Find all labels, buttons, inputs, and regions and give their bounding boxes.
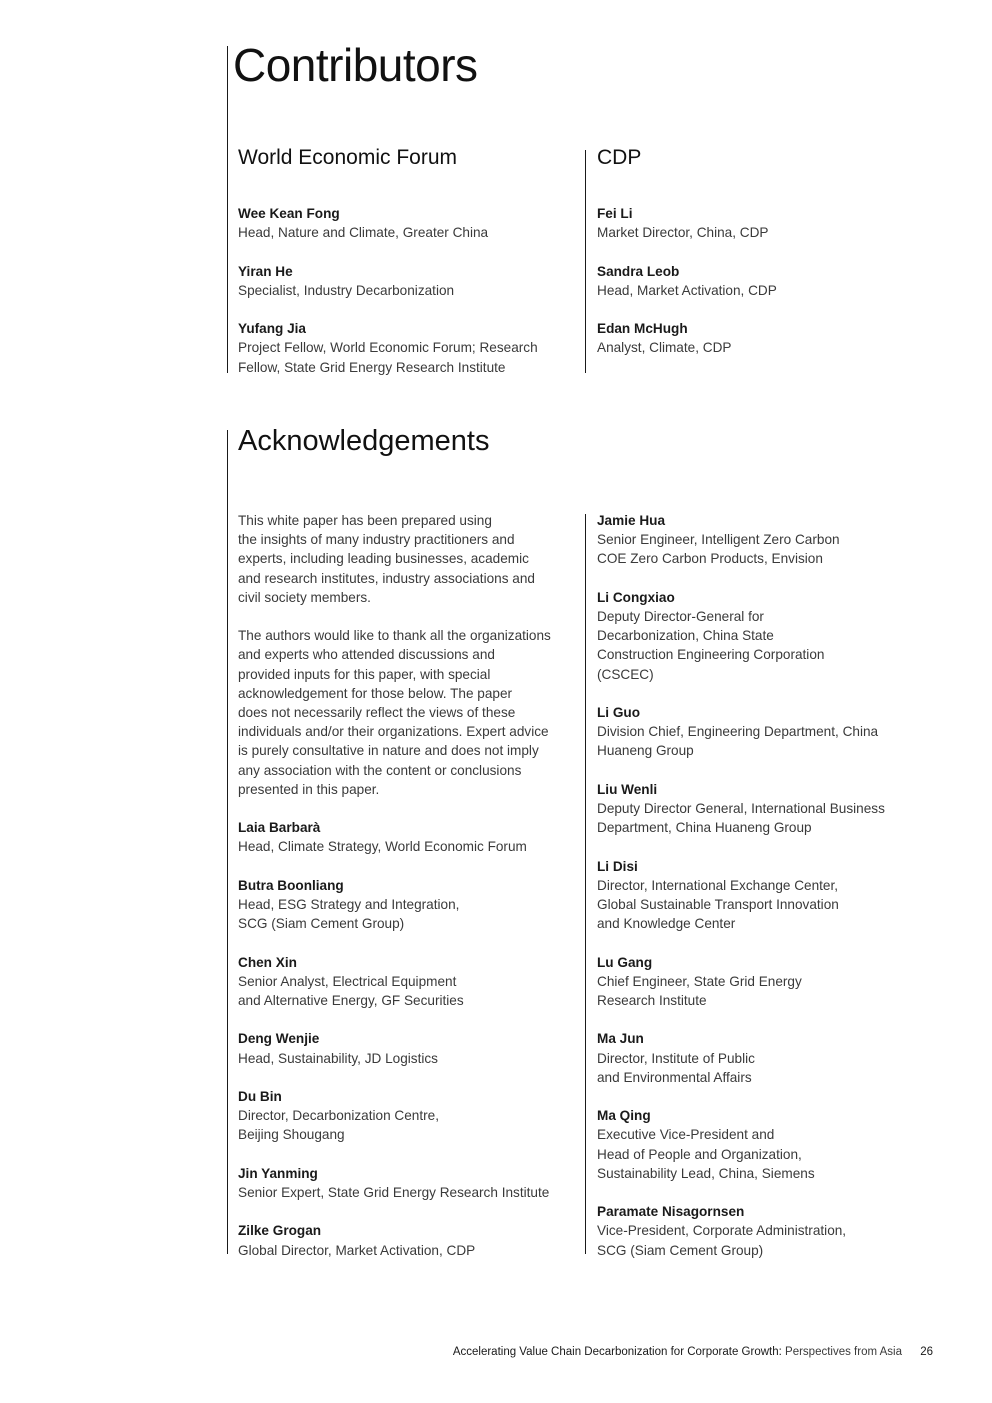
contributors-column-divider xyxy=(585,150,586,373)
person-entry xyxy=(238,262,578,300)
person-name: Paramate Nisagornsen xyxy=(597,1204,745,1220)
person-entry xyxy=(238,1221,583,1259)
person-role-line: COE Zero Carbon Products, Envision xyxy=(597,551,823,567)
person-role-line: Analyst, Climate, CDP xyxy=(597,340,732,356)
person-name: Lu Gang xyxy=(597,954,653,970)
person-role-line: and Knowledge Center xyxy=(597,916,736,932)
person-role-line: Department, China Huaneng Group xyxy=(597,820,812,836)
person-entry xyxy=(238,319,578,377)
acknowledgements-left-column xyxy=(238,511,583,1260)
person-name: Deng Wenjie xyxy=(238,1031,320,1047)
person-name: Fei Li xyxy=(597,206,633,221)
page-footer xyxy=(0,1346,933,1358)
page-number: 26 xyxy=(920,1346,933,1358)
person-role-line: Director, Decarbonization Centre, xyxy=(238,1108,439,1124)
person-entry xyxy=(597,319,937,357)
person-entry xyxy=(238,818,583,856)
person-role-line: Director, International Exchange Center, xyxy=(597,877,839,893)
paragraph-line: experts, including leading businesses, academic xyxy=(238,551,529,567)
acknowledgements-rule xyxy=(227,430,228,1254)
person-name: Li Congxiao xyxy=(597,589,675,605)
person-name: Li Disi xyxy=(597,858,638,874)
person-role-line: Project Fellow, World Economic Forum; Research xyxy=(238,340,538,356)
person-name: Ma Qing xyxy=(597,1108,651,1124)
cdp-heading: CDP xyxy=(597,146,642,169)
person-role-line: Head, Sustainability, JD Logistics xyxy=(238,1050,438,1066)
acknowledgements-intro xyxy=(238,511,583,799)
person-entry xyxy=(597,857,942,934)
person-role-line: Sustainability Lead, China, Siemens xyxy=(597,1165,815,1181)
acknowledgements-column-divider xyxy=(585,514,586,1254)
person-role-line: Vice-President, Corporate Administration, xyxy=(597,1223,847,1239)
paragraph-line: civil society members. xyxy=(238,589,371,605)
person-name: Ma Jun xyxy=(597,1031,644,1047)
person-role-line: Construction Engineering Corporation xyxy=(597,647,825,663)
person-name: Laia Barbarà xyxy=(238,820,321,836)
paragraph-line: does not necessarily reflect the views of these xyxy=(238,705,516,721)
wef-heading: World Economic Forum xyxy=(238,146,458,169)
footer-report-subtitle: Perspectives from Asia xyxy=(785,1346,902,1358)
person-role-line: Specialist, Industry Decarbonization xyxy=(238,282,455,298)
person-role-line: Senior Expert, State Grid Energy Research Institute xyxy=(238,1185,550,1200)
contributors-rule xyxy=(227,46,228,373)
person-role-line: SCG (Siam Cement Group) xyxy=(238,916,405,932)
person-role-line: Global Director, Market Activation, CDP xyxy=(238,1242,476,1258)
person-role-line: Head, ESG Strategy and Integration, xyxy=(238,897,460,913)
contributors-title: Contributors xyxy=(233,39,478,91)
person-role-line: Director, Institute of Public xyxy=(597,1050,755,1066)
paragraph-line: any association with the content or conclusions xyxy=(238,762,522,778)
acknowledgements-title: Acknowledgements xyxy=(238,425,490,457)
person-entry xyxy=(597,953,942,1011)
person-role-line: Research Institute xyxy=(597,993,707,1008)
person-entry xyxy=(597,511,942,569)
person-role-line: and Alternative Energy, GF Securities xyxy=(238,993,464,1009)
person-role-line: Division Chief, Engineering Department, China xyxy=(597,724,879,740)
person-role-line: SCG (Siam Cement Group) xyxy=(597,1242,764,1258)
person-name: Yiran He xyxy=(238,263,293,279)
person-role-line: Head of People and Organization, xyxy=(597,1146,802,1162)
intro-paragraph xyxy=(238,511,583,607)
person-name: Du Bin xyxy=(238,1089,282,1104)
person-role-line: Senior Analyst, Electrical Equipment xyxy=(238,973,457,989)
person-name: Jamie Hua xyxy=(597,513,666,528)
paragraph-line: This white paper has been prepared using xyxy=(238,513,492,528)
person-role-line: Executive Vice-President and xyxy=(597,1127,775,1143)
cdp-contributor-list xyxy=(597,204,937,358)
acknowledgements-right-list xyxy=(597,511,942,1260)
person-entry xyxy=(597,204,937,242)
paragraph-line: is purely consultative in nature and does not imply xyxy=(238,743,539,759)
paragraph-line: and experts who attended discussions and xyxy=(238,647,495,663)
person-entry xyxy=(597,1106,942,1183)
person-entry xyxy=(238,1029,583,1067)
paragraph-line: The authors would like to thank all the organizations xyxy=(238,628,551,644)
person-name: Sandra Leob xyxy=(597,263,680,279)
person-entry xyxy=(597,703,942,761)
person-entry xyxy=(597,588,942,684)
person-entry xyxy=(238,953,583,1011)
person-name: Jin Yanming xyxy=(238,1165,318,1181)
person-role-line: Huaneng Group xyxy=(597,743,694,759)
acknowledgements-left-list xyxy=(238,818,583,1260)
person-role-line: Deputy Director General, International Business xyxy=(597,801,885,816)
person-entry xyxy=(597,780,942,838)
person-entry xyxy=(597,1202,942,1260)
person-name: Li Guo xyxy=(597,705,641,720)
person-entry xyxy=(238,876,583,934)
person-entry xyxy=(238,1164,583,1202)
person-role-line: Beijing Shougang xyxy=(238,1127,345,1143)
paragraph-line: the insights of many industry practitioners and xyxy=(238,532,515,548)
footer-report-title: Accelerating Value Chain Decarbonization for Corporate Growth: xyxy=(452,1346,782,1358)
person-role-line: and Environmental Affairs xyxy=(597,1069,752,1085)
intro-paragraph xyxy=(238,626,583,799)
person-role-line: Chief Engineer, State Grid Energy xyxy=(597,973,802,989)
wef-contributor-list xyxy=(238,204,578,377)
person-role-line: Head, Climate Strategy, World Economic Forum xyxy=(238,839,527,855)
paragraph-line: acknowledgement for those below. The paper xyxy=(238,685,513,701)
person-entry xyxy=(597,1029,942,1087)
person-role-line: Fellow, State Grid Energy Research Institute xyxy=(238,359,506,375)
person-role-line: Decarbonization, China State xyxy=(597,628,774,644)
person-name: Butra Boonliang xyxy=(238,877,344,893)
person-role-line: (CSCEC) xyxy=(597,666,654,682)
person-entry xyxy=(238,1087,583,1145)
person-role-line: Deputy Director-General for xyxy=(597,609,764,624)
person-name: Edan McHugh xyxy=(597,321,688,337)
person-name: Zilke Grogan xyxy=(238,1223,322,1239)
paragraph-line: individuals and/or their organizations. Expert advice xyxy=(238,724,549,740)
person-name: Wee Kean Fong xyxy=(238,206,340,221)
person-role-line: Head, Market Activation, CDP xyxy=(597,282,777,298)
person-name: Yufang Jia xyxy=(238,321,306,337)
person-name: Chen Xin xyxy=(238,954,297,970)
person-role-line: Head, Nature and Climate, Greater China xyxy=(238,225,489,241)
person-name: Liu Wenli xyxy=(597,781,658,797)
person-entry xyxy=(597,262,937,300)
paragraph-line: and research institutes, industry associations and xyxy=(238,570,535,586)
paragraph-line: provided inputs for this paper, with special xyxy=(238,666,491,682)
person-role-line: Global Sustainable Transport Innovation xyxy=(597,897,839,912)
person-role-line: Market Director, China, CDP xyxy=(597,225,769,241)
person-role-line: Senior Engineer, Intelligent Zero Carbon xyxy=(597,532,840,548)
person-entry xyxy=(238,204,578,242)
paragraph-line: presented in this paper. xyxy=(238,781,380,797)
